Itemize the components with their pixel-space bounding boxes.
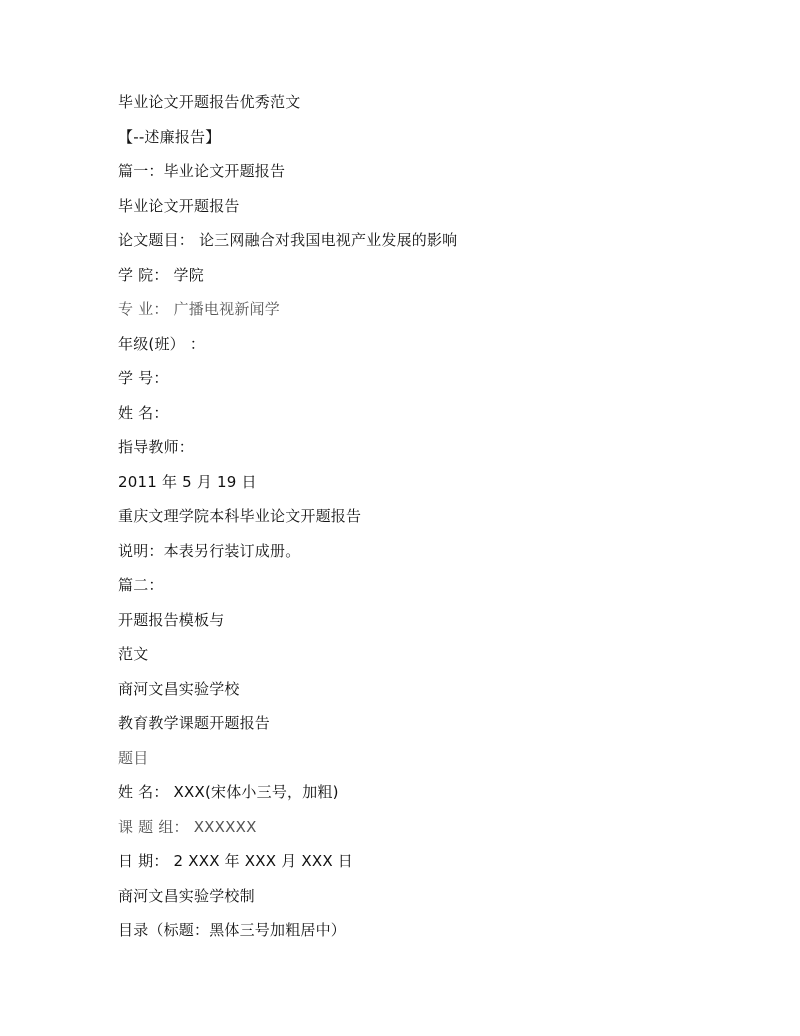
section-heading-2: 篇二： <box>118 576 164 594</box>
report-title: 教育教学课题开题报告 <box>118 714 271 732</box>
college-field: 学 院： 学院 <box>118 265 204 284</box>
name-field-2: 姓 名： XXX(宋体小三号，加粗) <box>118 783 339 801</box>
school-name: 商河文昌实验学校 <box>118 679 240 698</box>
doc-title: 毕业论文开题报告优秀范文 <box>118 93 301 111</box>
section-heading-1: 篇一：毕业论文开题报告 <box>118 162 286 180</box>
advisor-field: 指导教师： <box>118 438 195 456</box>
doc-category: 【--述廉报告】 <box>118 127 221 146</box>
text-line: 重庆文理学院本科毕业论文开题报告 <box>118 507 362 525</box>
toc-line: 目录（标题：黑体三号加粗居中） <box>118 921 347 939</box>
thesis-topic: 论文题目： 论三网融合对我国电视产业发展的影响 <box>118 231 458 249</box>
note-line: 说明：本表另行装订成册。 <box>118 541 301 560</box>
topic-label: 题目 <box>118 748 149 767</box>
group-field: 课 题 组： XXXXXX <box>118 817 257 836</box>
grade-field: 年级(班） ： <box>118 334 206 353</box>
text-line: 毕业论文开题报告 <box>118 196 240 215</box>
name-field: 姓 名： <box>118 403 169 422</box>
text-line: 范文 <box>118 645 149 663</box>
date-line: 2011 年 5 月 19 日 <box>118 472 257 491</box>
student-id-field: 学 号： <box>118 369 169 387</box>
major-field: 专 业： 广播电视新闻学 <box>118 300 280 318</box>
date-field: 日 期： 2 XXX 年 XXX 月 XXX 日 <box>118 852 353 870</box>
text-line: 开题报告模板与 <box>118 610 225 629</box>
school-made: 商河文昌实验学校制 <box>118 886 255 905</box>
document-body <box>118 91 718 954</box>
